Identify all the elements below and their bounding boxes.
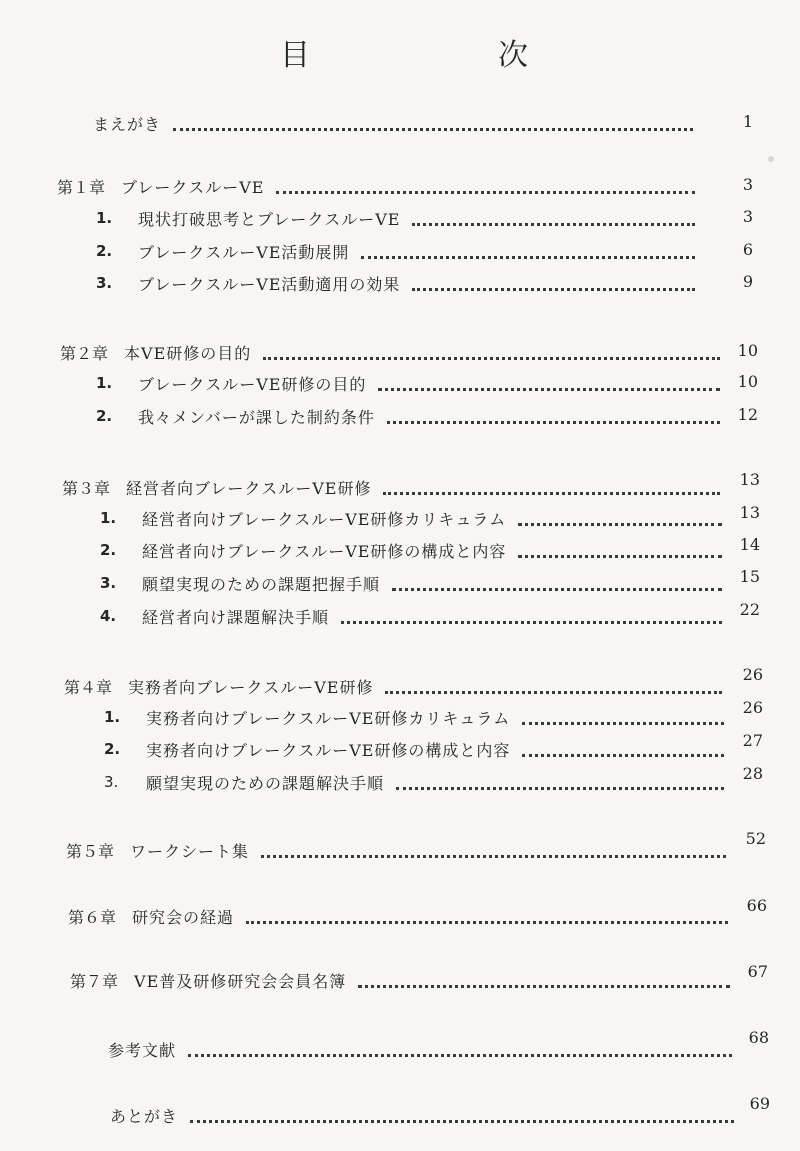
- toc-section[interactable]: [100, 572, 734, 594]
- page-number: 10: [737, 372, 758, 391]
- page-number: 10: [737, 341, 758, 360]
- chapter-title: VE普及研修研究会会員名簿: [134, 971, 347, 991]
- toc-section[interactable]: [96, 240, 707, 262]
- section-number: 1.: [104, 708, 121, 726]
- chapter-title: 研究会の経過: [132, 907, 235, 927]
- leader-dots: [518, 517, 722, 526]
- page-number: 9: [742, 272, 753, 291]
- chapter-title: ワークシート集: [130, 841, 250, 861]
- page-number: 13: [739, 503, 760, 522]
- page-number: 14: [739, 535, 760, 554]
- chapter-title: 本VE研修の目的: [124, 343, 252, 363]
- chapter-number: 第２章: [60, 343, 109, 363]
- chapter-number: 第３章: [62, 478, 111, 498]
- toc-chapter-7[interactable]: [70, 969, 742, 991]
- title-char-1: 目: [280, 38, 312, 73]
- section-title: ブレークスルーVE研修の目的: [138, 374, 367, 394]
- chapter-title: ブレークスルーVE: [121, 177, 265, 197]
- page-number: 15: [739, 567, 760, 586]
- toc-chapter-2[interactable]: [60, 341, 732, 363]
- section-title: 願望実現のための課題把握手順: [142, 574, 381, 594]
- leader-dots: [276, 185, 695, 194]
- leader-dots: [188, 1048, 732, 1057]
- section-number: 4.: [100, 607, 117, 625]
- page-number: 6: [742, 240, 753, 259]
- toc-chapter-6[interactable]: [68, 905, 740, 927]
- toc-entry-references[interactable]: [108, 1038, 744, 1060]
- section-number: 1.: [96, 374, 113, 392]
- page-number: 28: [742, 764, 763, 783]
- section-title: ブレークスルーVE活動展開: [138, 242, 350, 262]
- chapter-title: 実務者向ブレークスルーVE研修: [128, 677, 374, 697]
- section-title: 実務者向けブレークスルーVE研修カリキュラム: [146, 708, 511, 728]
- toc-entry-preface[interactable]: [93, 112, 705, 134]
- entry-label: あとがき: [110, 1106, 179, 1126]
- page-number: 68: [748, 1028, 769, 1047]
- toc-section[interactable]: [96, 405, 732, 427]
- leader-dots: [518, 549, 722, 558]
- toc-section[interactable]: [100, 539, 734, 561]
- toc-chapter-3[interactable]: [62, 476, 732, 498]
- section-number: 2.: [96, 407, 113, 425]
- toc-chapter-5[interactable]: [66, 839, 738, 861]
- leader-dots: [361, 250, 695, 259]
- page-number: 3: [742, 175, 753, 194]
- page-number: 52: [745, 829, 766, 848]
- paper-smudge: [768, 156, 774, 162]
- section-title: 経営者向け課題解決手順: [142, 607, 330, 627]
- section-number: 2.: [104, 740, 121, 758]
- leader-dots: [190, 1114, 734, 1123]
- leader-dots: [341, 615, 722, 624]
- leader-dots: [385, 685, 722, 694]
- leader-dots: [412, 282, 695, 291]
- leader-dots: [246, 915, 728, 924]
- section-number: 3.: [104, 773, 119, 791]
- leader-dots: [522, 748, 724, 757]
- section-title: 経営者向けブレークスルーVE研修の構成と内容: [142, 541, 507, 561]
- section-number: 1.: [100, 509, 117, 527]
- leader-dots: [263, 351, 720, 360]
- page-number: 1: [742, 112, 753, 131]
- leader-dots: [358, 979, 730, 988]
- leader-dots: [412, 217, 695, 226]
- section-title: 願望実現のための課題解決手順: [146, 773, 385, 793]
- page-number: 3: [742, 207, 753, 226]
- section-title: 実務者向けブレークスルーVE研修の構成と内容: [146, 740, 511, 760]
- section-number: 2.: [96, 242, 113, 260]
- section-title: 我々メンバーが課した制約条件: [138, 407, 375, 427]
- entry-label: 参考文献: [108, 1040, 177, 1060]
- toc-section[interactable]: [104, 771, 736, 793]
- section-number: 2.: [100, 541, 117, 559]
- chapter-number: 第４章: [64, 677, 113, 697]
- chapter-number: 第１章: [57, 177, 106, 197]
- chapter-number: 第５章: [66, 841, 115, 861]
- page-number: 67: [747, 962, 768, 981]
- leader-dots: [383, 486, 720, 495]
- page-number: 12: [737, 405, 758, 424]
- chapter-number: 第７章: [70, 971, 119, 991]
- toc-entry-afterword[interactable]: [110, 1104, 746, 1126]
- entry-label: まえがき: [93, 114, 162, 134]
- section-number: 1.: [96, 209, 113, 227]
- toc-section[interactable]: [100, 507, 734, 529]
- section-title: 経営者向けブレークスルーVE研修カリキュラム: [142, 509, 507, 529]
- toc-section[interactable]: [104, 706, 736, 728]
- page-number: 22: [739, 600, 760, 619]
- toc-section[interactable]: [100, 605, 734, 627]
- toc-section[interactable]: [96, 207, 707, 229]
- title-char-2: 次: [498, 38, 530, 73]
- page-number: 26: [742, 698, 763, 717]
- leader-dots: [378, 382, 720, 391]
- section-title: 現状打破思考とブレークスルーVE: [138, 209, 401, 229]
- page-number: 13: [739, 470, 760, 489]
- toc-chapter-4[interactable]: [64, 675, 734, 697]
- page-number: 27: [742, 731, 763, 750]
- toc-section[interactable]: [96, 272, 707, 294]
- page-number: 26: [742, 665, 763, 684]
- section-number: 3.: [100, 574, 117, 592]
- chapter-title: 経営者向ブレークスルーVE研修: [126, 478, 372, 498]
- page-number: 66: [746, 896, 767, 915]
- chapter-number: 第６章: [68, 907, 117, 927]
- toc-section[interactable]: [96, 372, 732, 394]
- leader-dots: [392, 582, 722, 591]
- toc-section[interactable]: [104, 738, 736, 760]
- leader-dots: [261, 849, 726, 858]
- section-title: ブレークスルーVE活動適用の効果: [138, 274, 401, 294]
- toc-chapter-1[interactable]: [57, 175, 707, 197]
- leader-dots: [396, 781, 724, 790]
- leader-dots: [387, 415, 720, 424]
- leader-dots: [173, 122, 693, 131]
- leader-dots: [522, 716, 724, 725]
- toc-title: [280, 30, 530, 74]
- section-number: 3.: [96, 274, 113, 292]
- page-number: 69: [749, 1094, 770, 1113]
